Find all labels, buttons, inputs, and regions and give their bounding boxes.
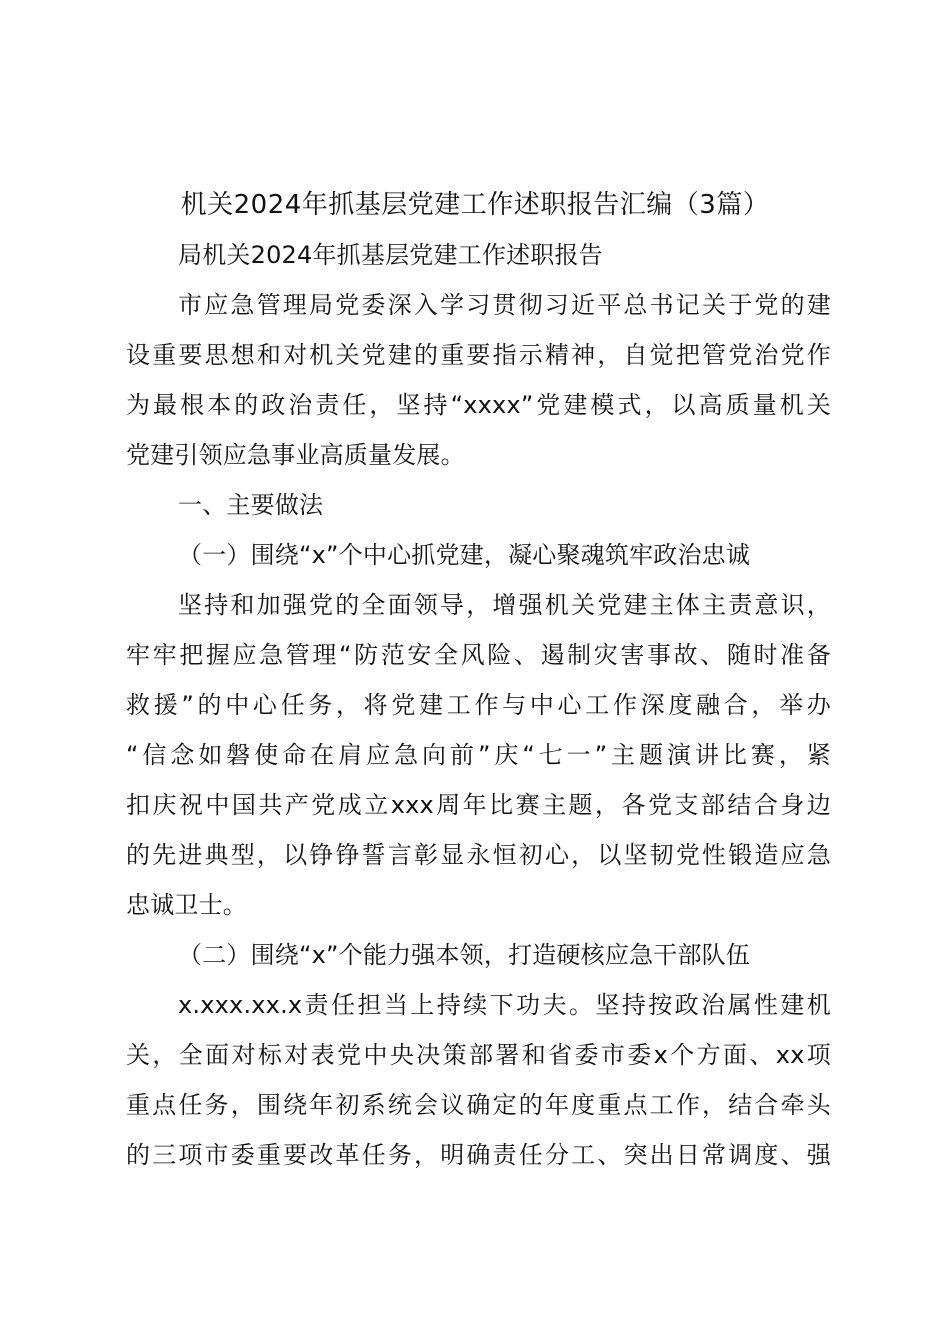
paragraph-line: 忠诚卫士。 — [126, 891, 247, 919]
paragraph-line: 的三项市委重要改革任务，明确责任分工、突出日常调度、强 — [126, 1141, 831, 1169]
subsection-heading: （一）围绕“x”个中心抓党建，凝心聚魂筑牢政治忠诚 — [178, 541, 751, 569]
subsection-heading: （二）围绕“x”个能力强本领，打造硬核应急干部队伍 — [178, 941, 751, 969]
document-subtitle: 局机关2024年抓基层党建工作述职报告 — [178, 241, 603, 269]
paragraph-line: 市应急管理局党委深入学习贯彻习近平总书记关于党的建 — [178, 291, 831, 319]
paragraph-line: 重点任务，围绕年初系统会议确定的年度重点工作，结合牵头 — [126, 1091, 831, 1119]
paragraph-line: 扣庆祝中国共产党成立xxx周年比赛主题，各党支部结合身边 — [126, 791, 831, 819]
paragraph-line: 牢牢把握应急管理“防范安全风险、遏制灾害事故、随时准备 — [126, 641, 831, 669]
paragraph-line: “信念如磐使命在肩应急向前”庆“七一”主题演讲比赛，紧 — [126, 741, 831, 769]
paragraph-line: x.xxx.xx.x责任担当上持续下功夫。坚持按政治属性建机 — [178, 991, 831, 1019]
document-title: 机关2024年抓基层党建工作述职报告汇编（3篇） — [180, 190, 770, 220]
paragraph-line: 关，全面对标对表党中央决策部署和省委市委x个方面、xx项 — [126, 1041, 831, 1069]
paragraph-line: 救援”的中心任务，将党建工作与中心工作深度融合，举办 — [126, 691, 831, 719]
section-heading: 一、主要做法 — [178, 491, 324, 519]
paragraph-line: 党建引领应急事业高质量发展。 — [126, 441, 465, 469]
paragraph-line: 设重要思想和对机关党建的重要指示精神，自觉把管党治党作 — [126, 341, 831, 369]
paragraph-line: 为最根本的政治责任，坚持“xxxx”党建模式，以高质量机关 — [126, 391, 831, 419]
paragraph-line: 的先进典型，以铮铮誓言彰显永恒初心，以坚韧党性锻造应急 — [126, 841, 831, 869]
paragraph-line: 坚持和加强党的全面领导，增强机关党建主体主责意识， — [178, 591, 831, 619]
